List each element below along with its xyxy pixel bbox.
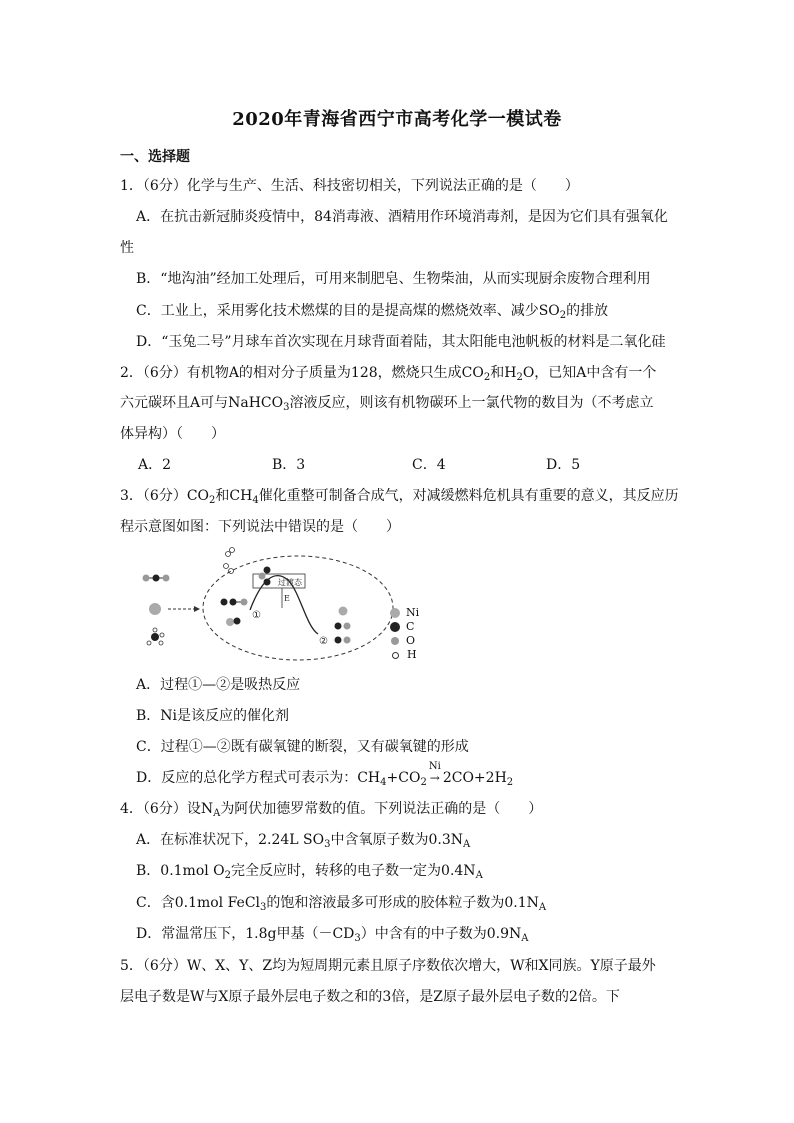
question-3-option-d: D．反应的总化学方程式可表示为：$CH_4+CO_2$ Ni → $2CO+2H_2$: [136, 761, 514, 788]
question-2-option-d: D．5: [546, 457, 581, 473]
question-4-option-c: C．含0.1mol FeCl$_3$的饱和溶液最多可形成的胶体粒子数为$0.1N_A$: [136, 895, 547, 913]
question-2-stem-line2: 六元碳环且A可与NaHCO$_3$溶液反应，则该有机物碳环上一氯代物的数目为（不考虑立: [120, 395, 654, 413]
question-3-option-c: C．过程①—②既有碳氧键的断裂，又有碳氧键的形成: [136, 739, 469, 755]
page-title: 2020年青海省西宁市高考化学一模试卷: [232, 109, 562, 130]
o-atom-icon: [163, 575, 170, 582]
ni-atom-icon: [149, 603, 161, 615]
question-2-stem-line1: 2．（6分）有机物A的相对分子质量为128，燃烧只生成$CO_2$和$H_2O$，已知A中含有一个: [120, 365, 657, 383]
question-3-option-a: A．过程①—②是吸热反应: [136, 677, 301, 693]
question-4-option-a: A．在标准状况下，2.24L $SO_3$中含氧原子数为$0.3N_A$: [136, 832, 471, 850]
question-3-stem-line1: 3．（6分）$CO_2$和$CH_4$催化重整可制备合成气，对减缓燃料危机具有重要的意义，其反应历: [120, 488, 679, 506]
question-4-option-b: B．0.1mol $O_2$完全反应时，转移的电子数一定为$0.4N_A$: [136, 863, 483, 881]
question-1-stem: 1．（6分）化学与生产、生活、科技密切相关，下列说法正确的是（ ）: [120, 178, 579, 194]
catalyst-arrow: Ni →: [428, 761, 441, 785]
arrow-icon: [194, 606, 200, 612]
legend-c: C: [406, 620, 415, 633]
diagram-legend: [390, 606, 419, 662]
transition-state-label: 过渡态: [278, 578, 302, 587]
step-1-marker: ①: [252, 610, 261, 621]
question-1-option-c: C．工业上，采用雾化技术燃煤的目的是提高煤的燃烧效率、减少$SO_2$的排放: [136, 303, 609, 321]
h-atom-icon: [226, 552, 231, 557]
o-atom-icon: [143, 575, 150, 582]
question-3-stem-line2: 程示意图如图：下列说法中错误的是（ ）: [120, 519, 400, 535]
legend-o: O: [406, 634, 416, 647]
h-atom-icon: [392, 652, 399, 659]
c-atom-icon: [151, 633, 159, 641]
h-atom-icon: [229, 569, 234, 574]
question-2-option-b: B．3: [272, 457, 306, 473]
legend-ni: Ni: [406, 606, 420, 619]
question-2-option-a: A．2: [138, 457, 172, 473]
question-1-option-b: B．“地沟油”经加工处理后，可用来制肥皂、生物柴油，从而实现厨余废物合理利用: [136, 271, 651, 287]
question-1-option-a-cont: 性: [120, 240, 134, 256]
question-4-stem: 4．（6分）设$N_A$为阿伏加德罗常数的值。下列说法正确的是（ ）: [120, 801, 543, 819]
c-atom-icon: [390, 622, 400, 632]
energy-label: E: [284, 594, 290, 603]
question-5-stem-line1: 5．（6分）W、X、Y、Z均为短周期元素且原子序数依次增大，W和X同族。Y原子最外: [120, 958, 656, 974]
question-2-stem-line3: 体异构）（ ）: [120, 426, 225, 442]
section-heading: 一、选择题: [120, 149, 190, 165]
question-4-option-d: D．常温常压下，1.8g甲基$(-CD_3)$中含有的中子数为$0.9N_A$: [136, 926, 529, 944]
ni-atom-icon: [390, 608, 400, 618]
question-3-option-b: B．Ni是该反应的催化剂: [136, 708, 290, 724]
question-2-option-c: C．4: [412, 457, 446, 473]
question-5-stem-line2: 层电子数是W与X原子最外层电子数之和的3倍，是Z原子最外层电子数的2倍。下: [120, 989, 620, 1005]
h-atom-icon: [230, 548, 235, 553]
c-atom-icon: [153, 575, 160, 582]
legend-h: H: [407, 648, 417, 661]
o-atom-icon: [391, 637, 399, 645]
question-1-option-d: D．“玉兔二号”月球车首次实现在月球背面着陆，其太阳能电池帆板的材料是二氧化硅: [136, 334, 666, 350]
h-atom-icon: [224, 564, 229, 569]
step-2-marker: ②: [319, 636, 328, 647]
question-1-option-a: A．在抗击新冠肺炎疫情中，84消毒液、酒精用作环境消毒剂，是因为它们具有强氧化: [136, 209, 668, 225]
